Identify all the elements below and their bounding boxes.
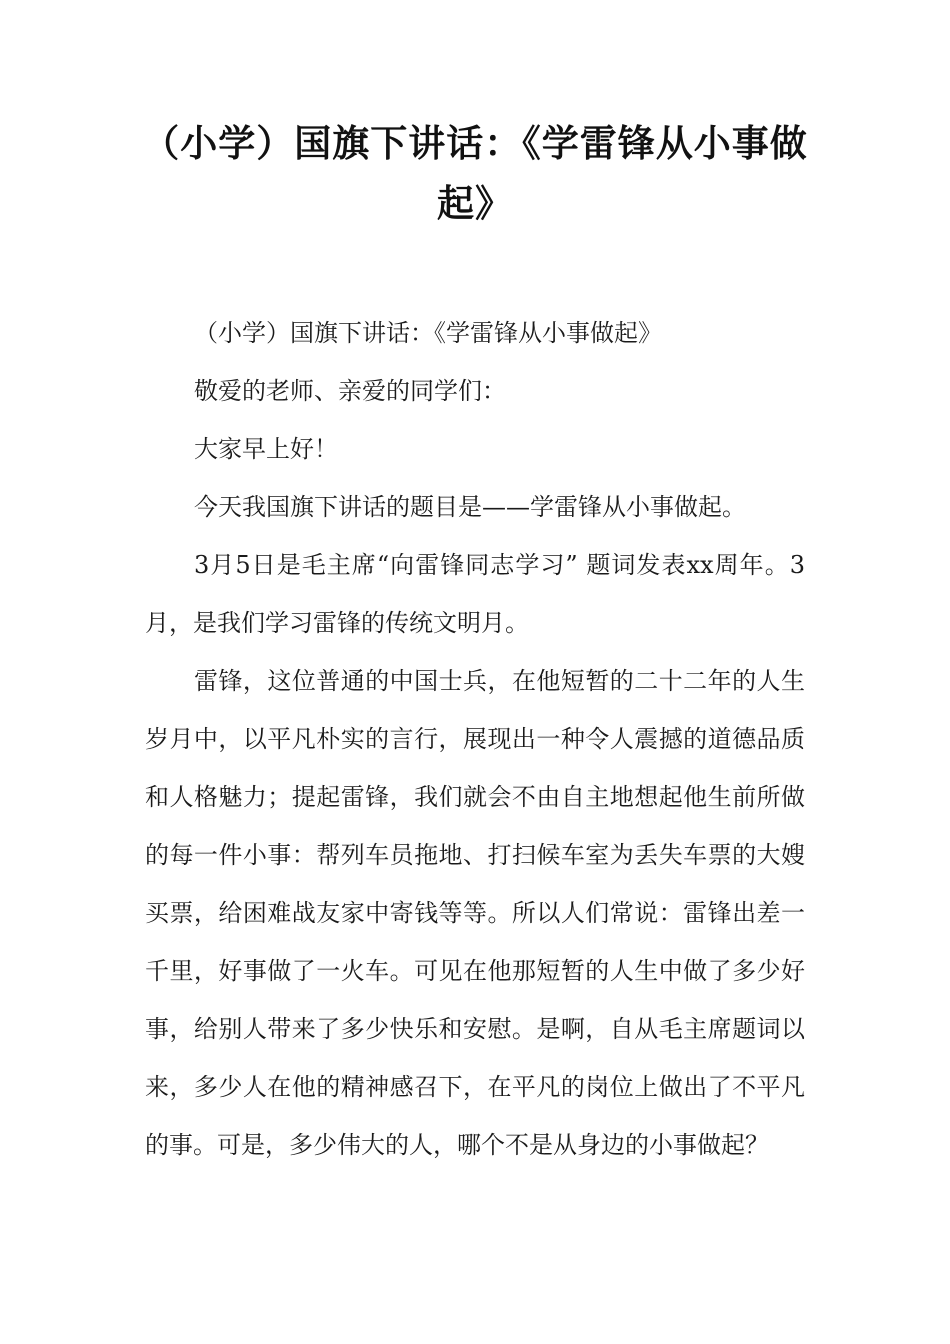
title-line-2: 起》	[437, 182, 513, 225]
document-body	[145, 304, 805, 1174]
paragraph-anniversary: 3月5日是毛主席“向雷锋同志学习” 题词发表xx周年。3月，是我们学习雷锋的传统文明月。	[145, 551, 805, 637]
paragraph-leifeng: 雷锋，这位普通的中国士兵，在他短暂的二十二年的人生岁月中，以平凡朴实的言行，展现出一种令人震撼的道德品质和人格魅力；提起雷锋，我们就会不由自主地想起他生前所做的每一件小事：帮列车员拖地、打扫候车室为丢失车票的大嫂买票，给困难战友家中寄钱等等。所以人们常说：雷锋出差一千里，好事做了一火车。可见在他那短暂的人生中做了多少好事，给别人带来了多少快乐和安慰。是啊，自从毛主席题词以来，多少人在他的精神感召下，在平凡的岗位上做出了不平凡的事。可是，多少伟大的人，哪个不是从身边的小事做起？	[145, 667, 805, 1159]
title-line-1: （小学）国旗下讲话：《学雷锋从小事做	[142, 122, 808, 165]
document-title	[120, 114, 830, 234]
paragraph-greeting: 大家早上好！	[194, 435, 338, 463]
paragraph-subtitle: （小学）国旗下讲话：《学雷锋从小事做起》	[194, 319, 662, 347]
paragraph-topic: 今天我国旗下讲话的题目是——学雷锋从小事做起。	[194, 493, 746, 521]
paragraph-salutation: 敬爱的老师、亲爱的同学们：	[194, 377, 506, 405]
